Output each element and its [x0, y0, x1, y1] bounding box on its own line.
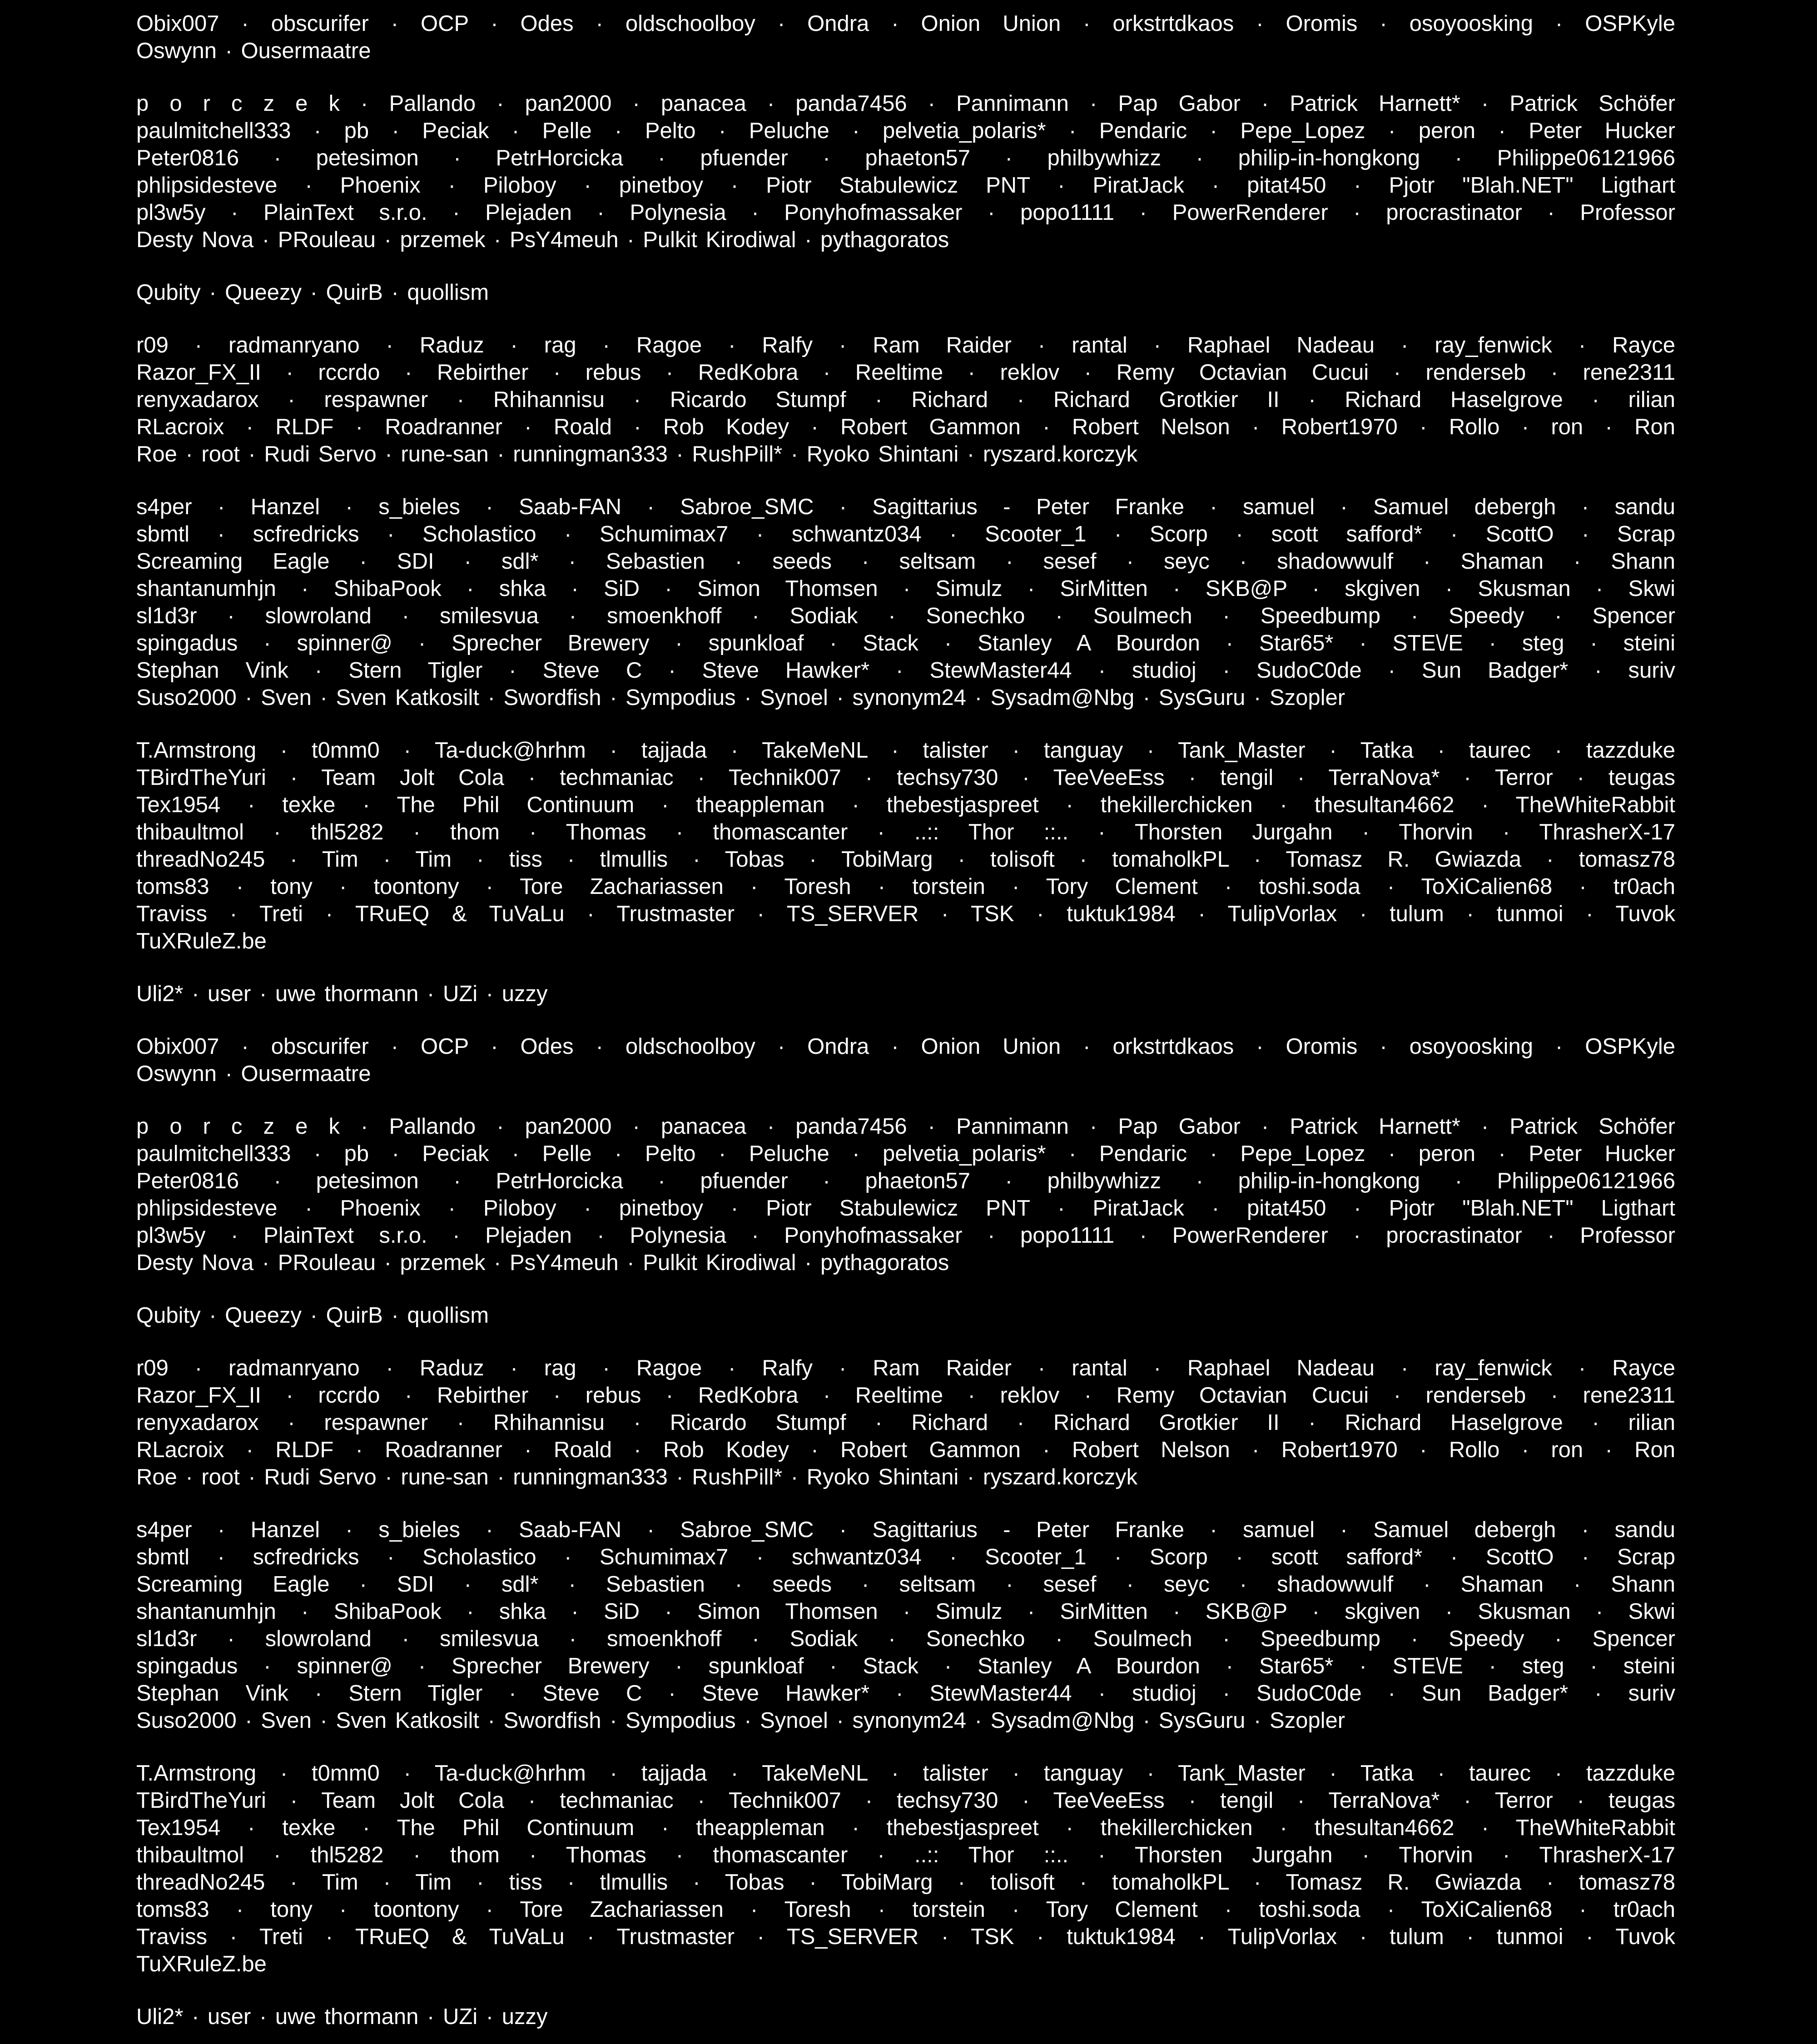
credits-line: T.Armstrong · t0mm0 · Ta-duck@hrhm · tajjada · TakeMeNL · talister · tanguay · Tank_Master · Tatka · taurec · tazzduke — [136, 738, 1675, 763]
credits-line: phlipsidesteve · Phoenix · Piloboy · pinetboy · Piotr Stabulewicz PNT · PiratJack · pitat450 · Pjotr "Blah.NET" Ligthart — [136, 1196, 1675, 1220]
credits-line: Peter0816 · petesimon · PetrHorcicka · pfuender · phaeton57 · philbywhizz · philip-in-hongkong · Philippe06121966 — [136, 146, 1675, 170]
credits-line: toms83 · tony · toontony · Tore Zachariassen · Toresh · torstein · Tory Clement · toshi.soda · ToXiCalien68 · tr0ach — [136, 1897, 1675, 1922]
credits-group-u — [136, 980, 1675, 1007]
credits-line: Desty Nova · PRouleau · przemek · PsY4meuh · Pulkit Kirodiwal · pythagoratos — [136, 1250, 949, 1275]
credits-group-p — [136, 1113, 1675, 1276]
credits-line: renyxadarox · respawner · Rhihannisu · Ricardo Stumpf · Richard · Richard Grotkier II · Richard Haselgrove · rilian — [136, 1410, 1675, 1435]
credits-line: pl3w5y · PlainText s.r.o. · Plejaden · Polynesia · Ponyhofmassaker · popo1111 · PowerRenderer · procrastinator · Professor — [136, 1223, 1675, 1248]
credits-line: sl1d3r · slowroland · smilesvua · smoenkhoff · Sodiak · Sonechko · Soulmech · Speedbump · Speedy · Spencer — [136, 604, 1675, 628]
credits-line: RLacroix · RLDF · Roadranner · Roald · Rob Kodey · Robert Gammon · Robert Nelson · Robert1970 · Rollo · ron · Ron — [136, 1438, 1675, 1462]
credits-line: Oswynn · Ousermaatre — [136, 39, 371, 63]
credits-group-o — [136, 10, 1675, 64]
credits-copy-1 — [136, 10, 1675, 1007]
credits-line: Traviss · Treti · TRuEQ & TuVaLu · Trustmaster · TS_SERVER · TSK · tuktuk1984 · TulipVorlax · tulum · tunmoi · Tuvok — [136, 902, 1675, 926]
credits-line: threadNo245 · Tim · Tim · tiss · tlmullis · Tobas · TobiMarg · tolisoft · tomaholkPL · Tomasz R. Gwiazda · tomasz78 — [136, 1870, 1675, 1895]
credits-line: sbmtl · scfredricks · Scholastico · Schumimax7 · schwantz034 · Scooter_1 · Scorp · scott safford* · ScottO · Scrap — [136, 522, 1675, 546]
credits-line: Desty Nova · PRouleau · przemek · PsY4meuh · Pulkit Kirodiwal · pythagoratos — [136, 228, 949, 252]
credits-line: Obix007 · obscurifer · OCP · Odes · oldschoolboy · Ondra · Onion Union · orkstrtdkaos · Oromis · osoyoosking · OSPKyle — [136, 11, 1675, 36]
credits-group-p — [136, 90, 1675, 253]
credits-line: Tex1954 · texke · The Phil Continuum · theappleman · thebestjaspreet · thekillerchicken · thesultan4662 · TheWhiteRabbit — [136, 793, 1675, 817]
credits-group-r — [136, 1354, 1675, 1491]
credits-line: spingadus · spinner@ · Sprecher Brewery · spunkloaf · Stack · Stanley A Bourdon · Star65* · STE\/E · steg · steini — [136, 1654, 1675, 1678]
credits-line: spingadus · spinner@ · Sprecher Brewery · spunkloaf · Stack · Stanley A Bourdon · Star65* · STE\/E · steg · steini — [136, 631, 1675, 655]
credits-line: Qubity · Queezy · QuirB · quollism — [136, 1303, 489, 1328]
credits-line: Suso2000 · Sven · Sven Katkosilt · Swordfish · Sympodius · Synoel · synonym24 · Sysadm@Nbg · SysGuru · Szopler — [136, 685, 1345, 710]
credits-line: Stephan Vink · Stern Tigler · Steve C · Steve Hawker* · StewMaster44 · studioj · SudoC0de · Sun Badger* · suriv — [136, 1681, 1675, 1706]
credits-line: Tex1954 · texke · The Phil Continuum · theappleman · thebestjaspreet · thekillerchicken · thesultan4662 · TheWhiteRabbit — [136, 1816, 1675, 1840]
credits-line: sl1d3r · slowroland · smilesvua · smoenkhoff · Sodiak · Sonechko · Soulmech · Speedbump · Speedy · Spencer — [136, 1627, 1675, 1651]
credits-line: Oswynn · Ousermaatre — [136, 1062, 371, 1086]
credits-line: Roe · root · Rudi Servo · rune-san · runningman333 · RushPill* · Ryoko Shintani · ryszard.korczyk — [136, 1465, 1138, 1489]
credits-line: Stephan Vink · Stern Tigler · Steve C · Steve Hawker* · StewMaster44 · studioj · SudoC0de · Sun Badger* · suriv — [136, 658, 1675, 683]
credits-line: sbmtl · scfredricks · Scholastico · Schumimax7 · schwantz034 · Scooter_1 · Scorp · scott safford* · ScottO · Scrap — [136, 1545, 1675, 1569]
credits-line: shantanumhjn · ShibaPook · shka · SiD · Simon Thomsen · Simulz · SirMitten · SKB@P · skgiven · Skusman · Skwi — [136, 1599, 1675, 1624]
credits-line: thibaultmol · thl5282 · thom · Thomas · thomascanter · ..:: Thor ::.. · Thorsten Jurgahn · Thorvin · ThrasherX-17 — [136, 1843, 1675, 1867]
credits-line: toms83 · tony · toontony · Tore Zachariassen · Toresh · torstein · Tory Clement · toshi.soda · ToXiCalien68 · tr0ach — [136, 874, 1675, 899]
credits-line: Roe · root · Rudi Servo · rune-san · runningman333 · RushPill* · Ryoko Shintani · ryszard.korczyk — [136, 442, 1138, 466]
credits-line: TBirdTheYuri · Team Jolt Cola · techmaniac · Technik007 · techsy730 · TeeVeeEss · tengil · TerraNova* · Terror · teugas — [136, 1788, 1675, 1813]
credits-line: Razor_FX_II · rccrdo · Rebirther · rebus · RedKobra · Reeltime · reklov · Remy Octavian Cucui · renderseb · rene2311 — [136, 360, 1675, 385]
credits-line: renyxadarox · respawner · Rhihannisu · Ricardo Stumpf · Richard · Richard Grotkier II · Richard Haselgrove · rilian — [136, 387, 1675, 412]
credits-line: Uli2* · user · uwe thormann · UZi · uzzy — [136, 2004, 548, 2029]
credits-line: RLacroix · RLDF · Roadranner · Roald · Rob Kodey · Robert Gammon · Robert Nelson · Robert1970 · Rollo · ron · Ron — [136, 415, 1675, 439]
credits-copy-2 — [136, 1033, 1675, 2030]
credits-line: TuXRuleZ.be — [136, 1952, 267, 1976]
credits-group-s — [136, 493, 1675, 711]
credits-group-r — [136, 332, 1675, 468]
credits-line: Traviss · Treti · TRuEQ & TuVaLu · Trustmaster · TS_SERVER · TSK · tuktuk1984 · TulipVorlax · tulum · tunmoi · Tuvok — [136, 1925, 1675, 1949]
credits-line: phlipsidesteve · Phoenix · Piloboy · pinetboy · Piotr Stabulewicz PNT · PiratJack · pitat450 · Pjotr "Blah.NET" Ligthart — [136, 173, 1675, 198]
credits-line: shantanumhjn · ShibaPook · shka · SiD · Simon Thomsen · Simulz · SirMitten · SKB@P · skgiven · Skusman · Skwi — [136, 576, 1675, 601]
credits-line: TBirdTheYuri · Team Jolt Cola · techmaniac · Technik007 · techsy730 · TeeVeeEss · tengil · TerraNova* · Terror · teugas — [136, 765, 1675, 790]
credits-group-q — [136, 279, 1675, 306]
credits-line: Uli2* · user · uwe thormann · UZi · uzzy — [136, 982, 548, 1006]
credits-group-u — [136, 2003, 1675, 2030]
credits-line: s4per · Hanzel · s_bieles · Saab-FAN · Sabroe_SMC · Sagittarius - Peter Franke · samuel · Samuel debergh · sandu — [136, 1518, 1675, 1542]
credits-line: paulmitchell333 · pb · Peciak · Pelle · Pelto · Peluche · pelvetia_polaris* · Pendaric · Pepe_Lopez · peron · Peter Hucker — [136, 1141, 1675, 1166]
credits-line: Razor_FX_II · rccrdo · Rebirther · rebus · RedKobra · Reeltime · reklov · Remy Octavian Cucui · renderseb · rene2311 — [136, 1383, 1675, 1408]
credits-line: p o r c z e k · Pallando · pan2000 · panacea · panda7456 · Pannimann · Pap Gabor · Patrick Harnett* · Patrick Schöfer — [136, 1114, 1675, 1139]
credits-line: Screaming Eagle · SDI · sdl* · Sebastien · seeds · seltsam · sesef · seyc · shadowwulf · Shaman · Shann — [136, 549, 1675, 574]
credits-group-s — [136, 1516, 1675, 1734]
credits-line: Obix007 · obscurifer · OCP · Odes · oldschoolboy · Ondra · Onion Union · orkstrtdkaos · Oromis · osoyoosking · OSPKyle — [136, 1034, 1675, 1059]
credits-line: p o r c z e k · Pallando · pan2000 · panacea · panda7456 · Pannimann · Pap Gabor · Patrick Harnett* · Patrick Schöfer — [136, 91, 1675, 116]
credits-line: T.Armstrong · t0mm0 · Ta-duck@hrhm · tajjada · TakeMeNL · talister · tanguay · Tank_Master · Tatka · taurec · tazzduke — [136, 1761, 1675, 1786]
credits-line: s4per · Hanzel · s_bieles · Saab-FAN · Sabroe_SMC · Sagittarius - Peter Franke · samuel · Samuel debergh · sandu — [136, 495, 1675, 519]
credits-line: r09 · radmanryano · Raduz · rag · Ragoe · Ralfy · Ram Raider · rantal · Raphael Nadeau · ray_fenwick · Rayce — [136, 1356, 1675, 1380]
credits-line: threadNo245 · Tim · Tim · tiss · tlmullis · Tobas · TobiMarg · tolisoft · tomaholkPL · Tomasz R. Gwiazda · tomasz78 — [136, 847, 1675, 872]
credits-group-o — [136, 1033, 1675, 1087]
credits-line: Suso2000 · Sven · Sven Katkosilt · Swordfish · Sympodius · Synoel · synonym24 · Sysadm@Nbg · SysGuru · Szopler — [136, 1708, 1345, 1733]
credits-group-q — [136, 1302, 1675, 1329]
credits-line: r09 · radmanryano · Raduz · rag · Ragoe · Ralfy · Ram Raider · rantal · Raphael Nadeau · ray_fenwick · Rayce — [136, 333, 1675, 357]
credits-line: thibaultmol · thl5282 · thom · Thomas · thomascanter · ..:: Thor ::.. · Thorsten Jurgahn · Thorvin · ThrasherX-17 — [136, 820, 1675, 844]
credits-line: paulmitchell333 · pb · Peciak · Pelle · Pelto · Peluche · pelvetia_polaris* · Pendaric · Pepe_Lopez · peron · Peter Hucker — [136, 119, 1675, 143]
credits-line: Peter0816 · petesimon · PetrHorcicka · pfuender · phaeton57 · philbywhizz · philip-in-hongkong · Philippe06121966 — [136, 1169, 1675, 1193]
credits-line: TuXRuleZ.be — [136, 929, 267, 953]
credits-group-t — [136, 1760, 1675, 1978]
credits-line: Screaming Eagle · SDI · sdl* · Sebastien · seeds · seltsam · sesef · seyc · shadowwulf · Shaman · Shann — [136, 1572, 1675, 1597]
credits-group-t — [136, 737, 1675, 955]
credits-line: Qubity · Queezy · QuirB · quollism — [136, 280, 489, 305]
credits-line: pl3w5y · PlainText s.r.o. · Plejaden · Polynesia · Ponyhofmassaker · popo1111 · PowerRenderer · procrastinator · Professor — [136, 200, 1675, 225]
